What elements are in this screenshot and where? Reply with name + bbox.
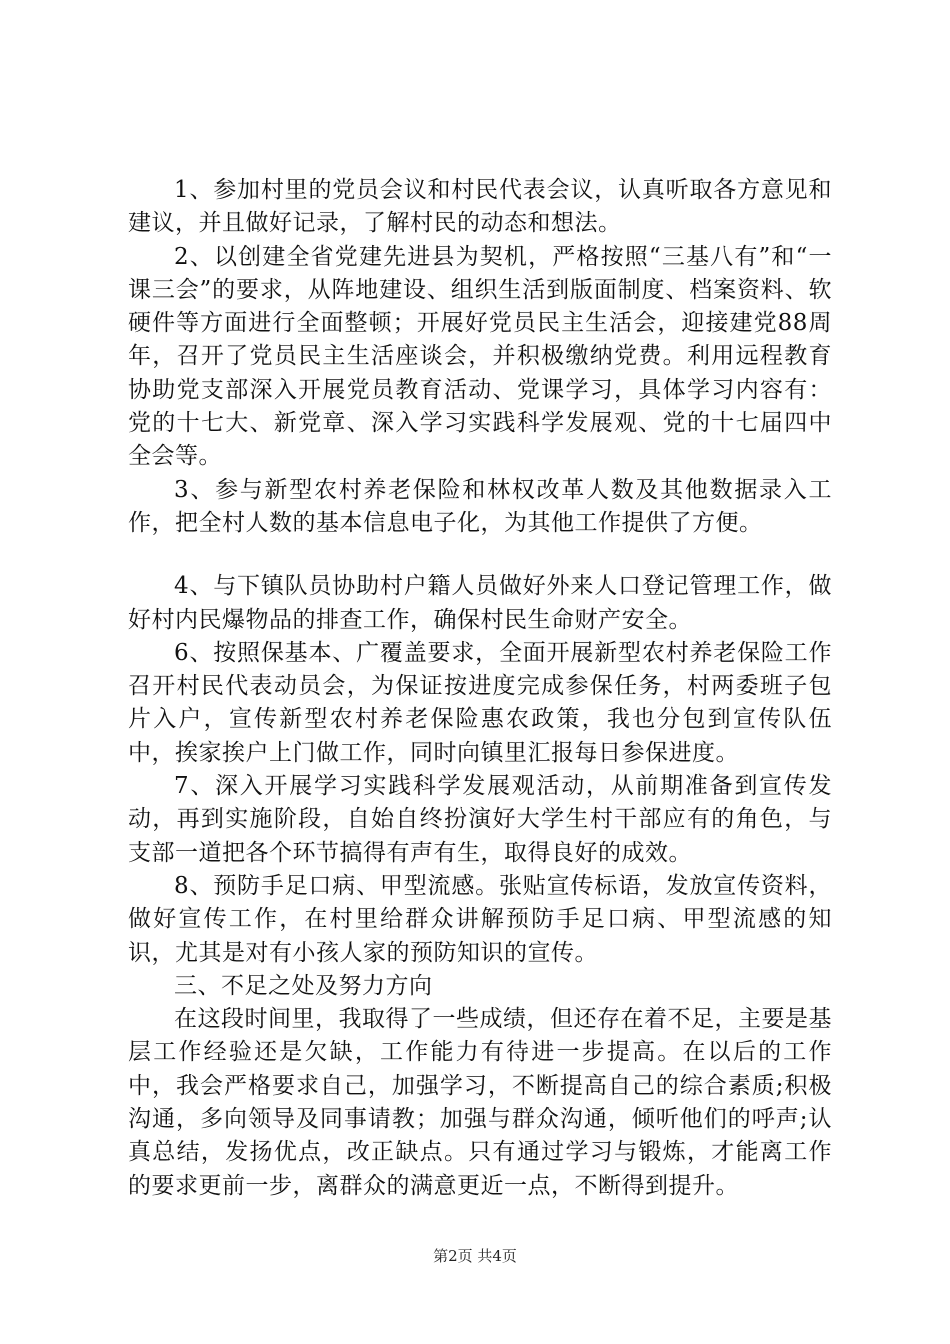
page-number-footer: 第2页 共4页 bbox=[433, 1247, 517, 1265]
paragraph-item-2: 2、以创建全省党建先进县为契机，严格按照“三基八有”和“一课三会”的要求，从阵地建设、组织生活到版面制度、档案资料、软硬件等方面进行全面整顿；开展好党员民主生活会，迎接建党88周年，召开了党员民主生活座谈会，并积极缴纳党费。利用远程教育协助党支部深入开展党员教育活动、党课学习，具体学习内容有：党的十七大、新党章、深入学习实践科学发展观、党的十七届四中全会等。 bbox=[128, 243, 832, 470]
document-body bbox=[128, 174, 832, 1203]
paragraph-item-4: 4、与下镇队员协助村户籍人员做好外来人口登记管理工作，做好村内民爆物品的排查工作，确保村民生命财产安全。 bbox=[128, 573, 832, 633]
paragraph-summary: 在这段时间里，我取得了一些成绩，但还存在着不足，主要是基层工作经验还是欠缺，工作能力有待进一步提高。在以后的工作中，我会严格要求自己，加强学习，不断提高自己的综合素质;积极沟通，多向领导及同事请教；加强与群众沟通，倾听他们的呼声;认真总结，发扬优点，改正缺点。只有通过学习与锻炼，才能离工作的要求更前一步，离群众的满意更近一点，不断得到提升。 bbox=[128, 1006, 832, 1199]
paragraph-item-7: 7、深入开展学习实践科学发展观活动，从前期准备到宣传发动，再到实施阶段，自始自终扮演好大学生村干部应有的角色，与支部一道把各个环节搞得有声有生，取得良好的成效。 bbox=[128, 773, 832, 866]
paragraph-item-8: 8、预防手足口病、甲型流感。张贴宣传标语，发放宣传资料，做好宣传工作，在村里给群众讲解预防手足口病、甲型流感的知识，尤其是对有小孩人家的预防知识的宣传。 bbox=[128, 872, 832, 966]
paragraph-item-3: 3、参与新型农村养老保险和林权改革人数及其他数据录入工作，把全村人数的基本信息电子化，为其他工作提供了方便。 bbox=[128, 476, 832, 536]
section-heading: 三、不足之处及努力方向 bbox=[174, 972, 433, 999]
paragraph-item-1: 1、参加村里的党员会议和村民代表会议，认真听取各方意见和建议，并且做好记录，了解村民的动态和想法。 bbox=[128, 177, 832, 237]
paragraph-item-6: 6、按照保基本、广覆盖要求，全面开展新型农村养老保险工作召开村民代表动员会，为保证按进度完成参保任务，村两委班子包片入户，宣传新型农村养老保险惠农政策，我也分包到宣传队伍中，挨家挨户上门做工作，同时向镇里汇报每日参保进度。 bbox=[128, 639, 832, 766]
